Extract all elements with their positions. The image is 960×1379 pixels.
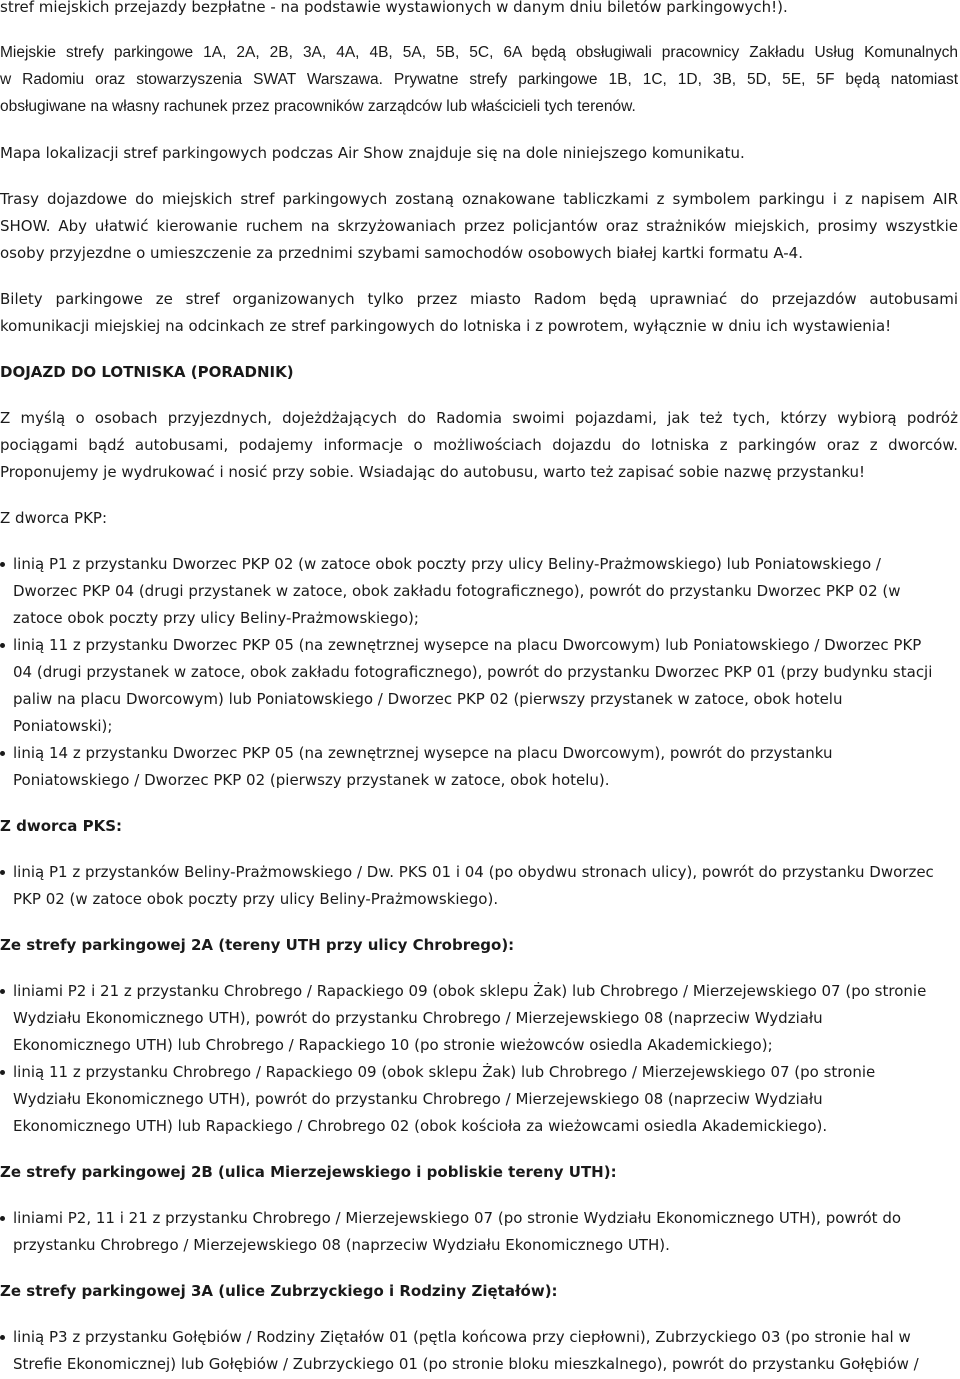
zone-2a-item-1-line-2: Wydziału Ekonomicznego UTH), powrót do przystanku Chrobrego / Mierzejewskiego 08 (naprzeciw Wydziału [13,1009,823,1027]
bullet-icon [0,870,5,875]
bullet-icon [0,989,5,994]
intro-tail-text: stref miejskich przejazdy bezpłatne - na podstawie wystawionych w danym dniu biletów parkingowych!). [0,0,788,16]
operators-line-3: obsługiwane na własny rachunek przez pracowników zarządców lub właścicieli tych terenów. [0,98,636,115]
pks-item-1-line-1: linią P1 z przystanków Beliny-Prażmowskiego / Dw. PKS 01 i 04 (po obydwu stronach ulicy), powrót do przystanku Dworzec [13,863,934,881]
zone-2b-heading: Ze strefy parkingowej 2B (ulica Mierzejewskiego i pobliskie tereny UTH): [0,1163,617,1181]
pkp-item-2-line-2: 04 (drugi przystanek w zatoce, obok zakładu fotograficznego), powrót do przystanku Dworzec PKP 01 (przy budynku stacji [13,663,933,681]
guide-line-1: Z myślą o osobach przyjezdnych, dojeżdżających do Radomia swoimi pojazdami, jak też tych, którzy wybiorą podróż [0,409,958,427]
pks-heading: Z dworca PKS: [0,817,123,835]
map-paragraph: Mapa lokalizacji stref parkingowych podczas Air Show znajduje się na dole niniejszego komunikatu. [0,144,745,162]
zone-2a-item-1-line-1: liniami P2 i 21 z przystanku Chrobrego / Rapackiego 09 (obok sklepu Żak) lub Chrobrego / Mierzejewskiego 07 (po stronie [13,982,927,1000]
bullet-icon [0,562,5,567]
pkp-heading: Z dworca PKP: [0,509,108,527]
pkp-item-2-line-3: paliw na placu Dworcowym) lub Poniatowskiego / Dworzec PKP 02 (pierwszy przystanek w zatoce, obok hotelu [13,690,843,708]
zone-2a-item-2-line-2: Wydziału Ekonomicznego UTH), powrót do przystanku Chrobrego / Mierzejewskiego 08 (naprzeciw Wydziału [13,1090,823,1108]
routes-line-1: Trasy dojazdowe do miejskich stref parkingowych zostaną oznakowane tabliczkami z symbolem parkingu i z napisem AIR [0,190,958,208]
routes-line-2: SHOW. Aby ułatwić kierowanie ruchem na skrzyżowaniach przez policjantów oraz strażników miejskich, prosimy wszystkie [0,217,958,235]
zone-3a-item-1-line-1: linią P3 z przystanku Gołębiów / Rodziny Ziętałów 01 (pętla końcowa przy ciepłowni), Zubrzyckiego 03 (po stronie hal w [13,1328,911,1346]
bullet-icon [0,1335,5,1340]
zone-3a-item-1-line-2: Strefie Ekonomicznej) lub Gołębiów / Zubrzyckiego 01 (po stronie bloku mieszkalnego), powrót do przystanku Gołębiów / [13,1355,919,1373]
pkp-item-3-line-1: linią 14 z przystanku Dworzec PKP 05 (na zewnętrznej wysepce na placu Dworcowym), powrót do przystanku [13,744,833,762]
zone-2b-item-1-line-1: liniami P2, 11 i 21 z przystanku Chrobrego / Mierzejewskiego 07 (po stronie Wydziału Ekonomicznego UTH), powrót do [13,1209,902,1227]
zone-2b-item-1-line-2: przystanku Chrobrego / Mierzejewskiego 08 (naprzeciw Wydziału Ekonomicznego UTH). [13,1236,670,1254]
bullet-icon [0,643,5,648]
bullet-icon [0,1216,5,1221]
operators-line-1: Miejskie strefy parkingowe 1A, 2A, 2B, 3A, 4A, 4B, 5A, 5B, 5C, 6A będą obsługiwali pracownicy Zakładu Usług Komunalnych [0,44,958,61]
zone-2a-item-2-line-3: Ekonomicznego UTH) lub Rapackiego / Chrobrego 02 (obok kościoła za wieżowcami osiedla Akademickiego). [13,1117,828,1135]
pks-item-1-line-2: PKP 02 (w zatoce obok poczty przy ulicy Beliny-Prażmowskiego). [13,890,499,908]
pkp-item-1-line-3: zatoce obok poczty przy ulicy Beliny-Prażmowskiego); [13,609,419,627]
pkp-item-1-line-1: linią P1 z przystanku Dworzec PKP 02 (w zatoce obok poczty przy ulicy Beliny-Prażmowskiego) lub Poniatowskiego / [13,555,881,573]
bullet-icon [0,751,5,756]
operators-line-2: w Radomiu oraz stowarzyszenia SWAT Warszawa. Prywatne strefy parkingowe 1B, 1C, 1D, 3B, 5D, 5E, 5F będą natomiast [0,71,958,88]
tickets-line-2: komunikacji miejskiej na odcinkach ze stref parkingowych do lotniska i z powrotem, wyłącznie w dniu ich wystawienia! [0,317,892,335]
guide-line-2: pociągami bądź autobusami, podajemy informacje o możliwościach dojazdu do lotniska z parkingów oraz z dworców. [0,436,958,454]
zone-2a-item-2-line-1: linią 11 z przystanku Chrobrego / Rapackiego 09 (obok sklepu Żak) lub Chrobrego / Mierzejewskiego 07 (po stronie [13,1063,876,1081]
pkp-item-2-line-4: Poniatowski); [13,717,113,735]
zone-2a-heading: Ze strefy parkingowej 2A (tereny UTH przy ulicy Chrobrego): [0,936,515,954]
pkp-item-2-line-1: linią 11 z przystanku Dworzec PKP 05 (na zewnętrznej wysepce na placu Dworcowym) lub Poniatowskiego / Dworzec PKP [13,636,922,654]
pkp-item-1-line-2: Dworzec PKP 04 (drugi przystanek w zatoce, obok zakładu fotograficznego), powrót do przystanku Dworzec PKP 02 (w [13,582,901,600]
bullet-icon [0,1070,5,1075]
pkp-item-3-line-2: Poniatowskiego / Dworzec PKP 02 (pierwszy przystanek w zatoce, obok hotelu). [13,771,610,789]
zone-2a-item-1-line-3: Ekonomicznego UTH) lub Chrobrego / Rapackiego 10 (po stronie wieżowców osiedla Akademickiego); [13,1036,773,1054]
zone-3a-heading: Ze strefy parkingowej 3A (ulice Zubrzyckiego i Rodziny Ziętałów): [0,1282,558,1300]
guide-line-3: Proponujemy je wydrukować i nosić przy sobie. Wsiadając do autobusu, warto też zapisać sobie nazwę przystanku! [0,463,866,481]
routes-line-3: osoby przyjezdne o umieszczenie za przednimi szybami samochodów osobowych białej kartki formatu A-4. [0,244,803,262]
tickets-line-1: Bilety parkingowe ze stref organizowanych tylko przez miasto Radom będą uprawniać do przejazdów autobusami [0,290,958,308]
guide-heading: DOJAZD DO LOTNISKA (PORADNIK) [0,363,294,381]
